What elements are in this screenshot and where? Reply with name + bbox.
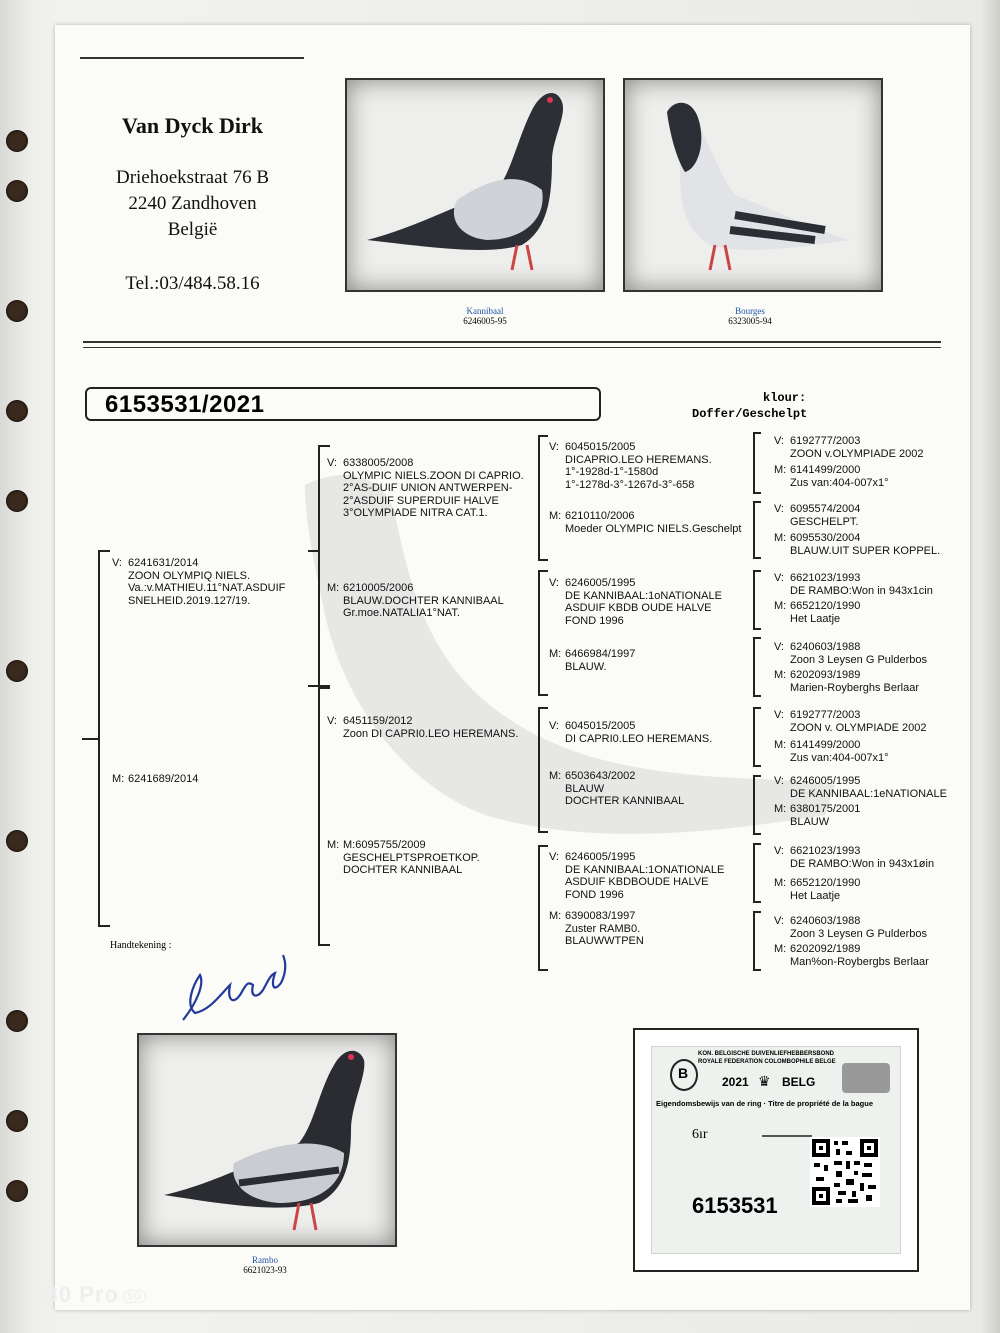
entry-line: 6202092/1989 [790,943,861,955]
entry-line: Het Laatje [790,612,841,625]
pedigree-great-great-grandparent [774,503,861,528]
entry-line: 3°OLYMPIADE NITRA CAT.1. [343,507,488,519]
entry-line: OLYMPIC NIELS.ZOON DI CAPRIO. [343,469,524,482]
binder-hole [6,400,28,422]
entry-line: 2°ASDUIF SUPERDUIF HALVE [343,494,499,507]
entry-line: Zuster RAMB0. [565,922,641,935]
owner-city: 2240 Zandhoven [128,193,257,214]
parent-label: V: [774,503,784,515]
parent-label: M: [774,464,787,476]
pedigree-great-great-grandparent [774,709,927,734]
pedigree-great-grandparent [549,510,742,535]
binder-hole [6,1110,28,1132]
entry-line: 6210110/2006 [565,510,635,522]
entry-line: 6141499/2000 [790,464,861,476]
pedigree-grandparent [327,839,480,877]
parent-label: M: [774,803,787,815]
pedigree-great-great-grandparent [774,600,861,625]
entry-line: Zoon 3 Leysen G Pulderbos [790,927,927,940]
entry-line: 6451159/2012 [343,715,413,727]
bracket-gen4 [753,570,761,630]
pedigree-great-grandparent [549,648,636,673]
photo-name: Kannibaal [466,306,504,316]
entry-line: FOND 1996 [565,888,624,901]
entry-line: 6241689/2014 [128,773,199,785]
parent-label: M: [549,910,562,922]
parent-label: V: [327,457,337,469]
entry-line: DOCHTER KANNIBAAL [343,864,463,876]
entry-line: 6095574/2004 [790,503,861,515]
entry-line: 2°AS-DUIF UNION ANTWERPEN- [343,482,513,494]
qr-code-icon [810,1137,880,1207]
ring-card-org-fr: ROYALE FEDERATION COLOMBOPHILE BELGE [698,1059,836,1065]
entry-line: Zoon DI CAPRI0.LEO HEREMANS. [343,727,519,740]
photo-name: Rambo [252,1255,278,1265]
ring-card-line [762,1135,812,1137]
signature [175,925,295,1025]
entry-line: 6466984/1997 [565,648,636,660]
owner-street: Driehoekstraat 76 B [115,167,269,188]
camera-model: X30 Pro [30,1282,119,1307]
pedigree-great-grandparent [549,851,725,901]
entry-line: GESCHELPTSPROETKOP. [343,851,480,864]
parent-label: V: [112,557,122,569]
bracket-gen2-top [318,445,330,689]
parent-label: V: [774,572,784,584]
ring-card-inner [651,1046,901,1254]
parent-label: M: [327,839,340,851]
entry-line: GESCHELPT. [790,515,859,528]
entry-line: 6390083/1997 [565,910,636,922]
entry-line: 6652120/1990 [790,600,861,612]
parent-label: V: [774,775,784,787]
parent-label: V: [549,441,559,453]
parent-label: M: [112,773,125,785]
entry-line: Het Laatje [790,889,841,902]
entry-line: 6503643/2002 [565,770,636,782]
photo-ring: 6246005-95 [463,316,507,326]
pedigree-great-great-grandparent [774,803,861,828]
divider-rule [83,347,941,348]
entry-line: 6045015/2005 [565,441,636,453]
entry-line: 6621023/1993 [790,845,861,857]
pedigree-dam [112,773,199,786]
ring-card-org-nl: KON. BELGISCHE DUIVENLIEFHEBBERSBOND [698,1051,835,1057]
bracket-line [308,685,318,687]
entry-line: 6095530/2004 [790,532,861,544]
pedigree-great-great-grandparent [774,435,924,460]
ring-card-year: 2021 [722,1075,749,1089]
owner-phone: Tel.:03/484.58.16 [125,273,260,294]
entry-line: 6192777/2003 [790,435,861,447]
bracket-gen4 [753,707,761,767]
entry-line: Zus van:404-007x1° [790,476,889,489]
binder-hole [6,300,28,322]
parent-label: M: [774,739,787,751]
parent-label: M: [549,510,562,522]
pedigree-great-grandparent [549,910,644,948]
parent-label: M: [549,648,562,660]
entry-line: 6192777/2003 [790,709,861,721]
parent-label: V: [774,641,784,653]
pedigree-sire [112,557,286,607]
entry-line: Marien-Royberghs Berlaar [790,681,919,694]
entry-line: 6246005/1995 [565,851,636,863]
pedigree-great-great-grandparent [774,775,947,800]
color-label: klour: [763,391,807,405]
bracket-gen1 [98,550,110,927]
entry-line: 6202093/1989 [790,669,861,681]
entry-line: BLAUW.DOCHTER KANNIBAAL [343,594,504,607]
parent-label: V: [549,851,559,863]
entry-line: Man%on-Roybergbs Berlaar [790,955,929,968]
entry-line: BLAUW [790,815,830,828]
entry-line: M:6095755/2009 [343,839,426,851]
entry-line: 6246005/1995 [790,775,861,787]
entry-line: 6210005/2006 [343,582,414,594]
entry-line: DOCHTER KANNIBAAL [565,795,685,807]
bracket-line [308,550,318,552]
divider-rule [83,341,941,343]
pigeon-photo-bourges [623,78,883,292]
pedigree-grandparent [327,457,524,520]
parent-label: M: [774,669,787,681]
bracket-gen4 [753,432,761,494]
entry-line: FOND 1996 [565,614,624,627]
pedigree-great-great-grandparent [774,572,933,597]
pigeon-photo-kannibaal [345,78,605,292]
entry-line: SNELHEID.2019.127/19. [128,594,251,607]
bracket-gen4 [753,775,761,835]
binder-hole [6,490,28,512]
entry-line: 1°-1928d-1°-1580d [565,466,659,478]
entry-line: BLAUWWTPEN [565,935,644,947]
entry-line: Zoon 3 Leysen G Pulderbos [790,653,927,666]
entry-line: DICAPRIO.LEO HEREMANS. [565,453,712,466]
parent-label: M: [774,600,787,612]
entry-line: ZOON OLYMPIQ NIELS. [128,569,251,582]
entry-line: DE KANNIBAAL:1oNATIONALE [565,589,722,602]
pedigree-great-great-grandparent [774,877,861,902]
parent-label: V: [327,715,337,727]
entry-line: ASDUIF KBDBOUDE HALVE [565,876,709,888]
entry-line: ASDUIF KBDB OUDE HALVE [565,602,712,614]
pedigree-great-great-grandparent [774,943,929,968]
entry-line: Moeder OLYMPIC NIELS.Geschelpt [565,522,742,535]
entry-line: 6380175/2001 [790,803,861,815]
pedigree-great-great-grandparent [774,845,935,870]
entry-line: BLAUW [565,782,605,795]
entry-line: 6338005/2008 [343,457,414,469]
binder-hole [6,130,28,152]
photo-ring: 6621023-93 [243,1265,287,1275]
parent-label: V: [774,845,784,857]
pedigree-great-great-grandparent [774,532,941,557]
binder-hole [6,1180,28,1202]
entry-line: DE KANNIBAAL:1ONATIONALE [565,863,725,876]
entry-line: 6240603/1988 [790,915,861,927]
color-value: Doffer/Geschelpt [692,407,808,421]
bracket-gen4 [753,637,761,697]
ring-card-emblem-icon [842,1063,890,1093]
ring-card-title: Eigendomsbewijs van de ring · Titre de propriété de la bague [656,1099,873,1108]
bracket-gen4 [753,501,761,559]
pedigree-great-great-grandparent [774,464,889,489]
bracket-gen3 [538,435,548,561]
parent-label: M: [774,943,787,955]
top-rule [80,57,304,59]
ring-ownership-card [633,1028,919,1272]
ring-number-box [85,387,601,421]
entry-line: 6241631/2014 [128,557,199,569]
ring-card-scribble: 6ır [692,1127,708,1142]
parent-label: V: [774,709,784,721]
pedigree-great-great-grandparent [774,739,889,764]
bracket-gen4 [753,911,761,971]
ring-card-number: 6153531 [692,1193,778,1218]
camera-watermark [30,1282,146,1308]
parent-label: V: [549,720,559,732]
entry-line: 6045015/2005 [565,720,636,732]
entry-line: Va.:v.MATHIEU.11°NAT.ASDUIF [128,582,286,594]
entry-line: 6141499/2000 [790,739,861,751]
photo-name: Bourges [735,306,765,316]
entry-line: Zus van:404-007x1° [790,751,889,764]
bracket-gen3 [538,845,548,971]
photo-caption-bourges [710,306,790,326]
pedigree-great-great-grandparent [774,641,927,666]
pedigree-great-grandparent [549,441,712,491]
parent-label: M: [774,532,787,544]
entry-line: 1°-1278d-3°-1267d-3°-658 [565,478,695,491]
owner-name: Van Dyck Dirk [122,113,263,138]
photo-caption-kannibaal [445,306,525,326]
entry-line: BLAUW. [565,660,607,673]
entry-line: DE RAMBO:Won in 943x1cin [790,584,933,597]
parent-label: V: [774,915,784,927]
entry-line: BLAUW.UIT SUPER KOPPEL. [790,544,941,557]
parent-label: V: [549,577,559,589]
photo-caption-rambo [225,1255,305,1275]
parent-label: M: [549,770,562,782]
pedigree-great-grandparent [549,770,685,808]
pedigree-great-grandparent [549,720,713,745]
entry-line: DI CAPRI0.LEO HEREMANS. [565,732,713,745]
owner-country: België [167,219,218,240]
binder-hole [6,180,28,202]
signature-label: Handtekening : [110,940,172,951]
entry-line: 6621023/1993 [790,572,861,584]
pedigree-grandparent [327,715,519,740]
entry-line: Gr.moe.NATALIA1°NAT. [343,607,460,619]
entry-line: ZOON v. OLYMPIADE 2002 [790,721,927,734]
bracket-gen3 [538,570,548,696]
pedigree-grandparent [327,582,504,620]
crown-icon: ♛ [758,1073,771,1089]
bracket-gen3 [538,707,548,833]
entry-line: 6652120/1990 [790,877,861,889]
entry-line: ZOON v.OLYMPIADE 2002 [790,447,924,460]
bracket-line [82,738,98,740]
ring-number: 6153531/2021 [105,391,265,418]
parent-label: V: [774,435,784,447]
photo-ring: 6323005-94 [728,316,772,326]
pedigree-great-great-grandparent [774,915,927,940]
bracket-gen4 [753,843,761,903]
entry-line: 6240603/1988 [790,641,861,653]
entry-line: DE KANNIBAAL:1eNATIONALE [790,787,947,800]
kbdb-logo-icon: B [670,1059,698,1091]
parent-label: M: [774,877,787,889]
binder-hole [6,660,28,682]
camera-badge: 5G [123,1290,146,1303]
parent-label: M: [327,582,340,594]
ring-card-country: BELG [782,1075,816,1089]
entry-line: DE RAMBO:Won in 943x1øin [790,857,935,870]
pedigree-great-great-grandparent [774,669,919,694]
pedigree-great-grandparent [549,577,722,627]
entry-line: 6246005/1995 [565,577,636,589]
binder-hole [6,1010,28,1032]
pigeon-photo-rambo [137,1033,397,1247]
binder-hole [6,830,28,852]
